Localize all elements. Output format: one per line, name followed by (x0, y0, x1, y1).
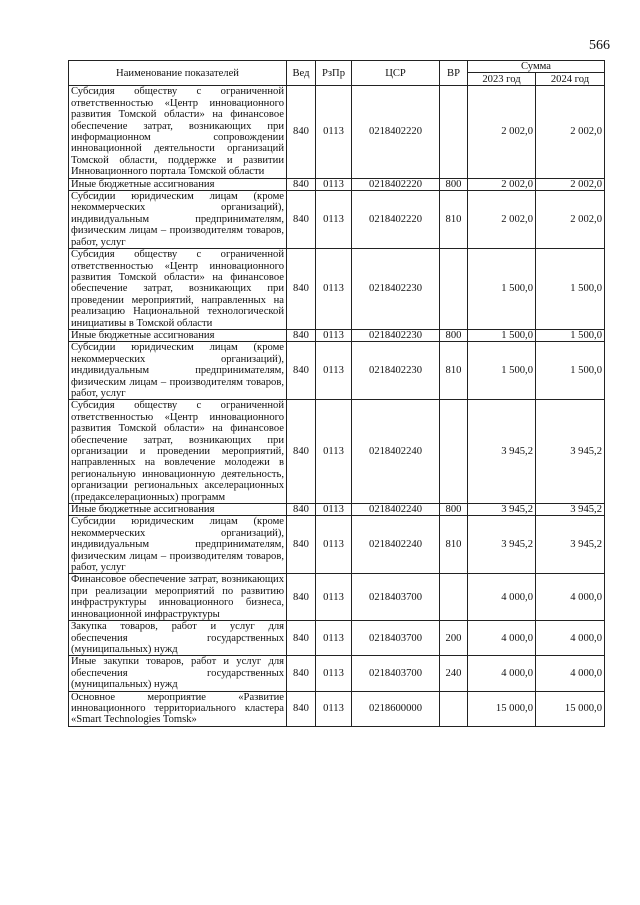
cell-sum-2024: 1 500,0 (536, 342, 605, 400)
cell-rzpr: 0113 (316, 656, 352, 691)
cell-ved: 840 (287, 329, 316, 341)
cell-vr: 810 (440, 191, 468, 249)
header-name: Наименование показателей (69, 61, 287, 86)
budget-table (68, 60, 605, 727)
cell-rzpr: 0113 (316, 342, 352, 400)
cell-rzpr: 0113 (316, 329, 352, 341)
cell-ved: 840 (287, 504, 316, 516)
cell-sum-2024: 3 945,2 (536, 504, 605, 516)
cell-sum-2024: 4 000,0 (536, 574, 605, 621)
cell-name: Финансовое обеспечение затрат, возникающих при реализации мероприятий по развитию инфраструктуры инновационного бизнеса, инновационной инфраструктуры (69, 574, 287, 621)
cell-vr: 810 (440, 342, 468, 400)
table-row (69, 574, 605, 621)
cell-csr: 0218403700 (352, 621, 440, 656)
cell-ved: 840 (287, 86, 316, 178)
cell-csr: 0218600000 (352, 691, 440, 726)
cell-vr: 800 (440, 504, 468, 516)
cell-sum-2024: 3 945,2 (536, 400, 605, 504)
cell-csr: 0218403700 (352, 574, 440, 621)
cell-vr: 240 (440, 656, 468, 691)
cell-rzpr: 0113 (316, 249, 352, 330)
table-row (69, 249, 605, 330)
cell-ved: 840 (287, 178, 316, 190)
cell-sum-2023: 2 002,0 (468, 86, 536, 178)
table-row (69, 621, 605, 656)
cell-sum-2023: 3 945,2 (468, 516, 536, 574)
cell-rzpr: 0113 (316, 504, 352, 516)
cell-name: Субсидия обществу с ограниченной ответственностью «Центр инновационного развития Томской области» на финансовое обеспечение затрат, возникающих при информационном сопровождении инновационной деятельности организаций Томской области, поддержке и развитии Инновационного портала Томской области (69, 86, 287, 178)
cell-ved: 840 (287, 574, 316, 621)
cell-name: Закупка товаров, работ и услуг для обеспечения государственных (муниципальных) нужд (69, 621, 287, 656)
cell-sum-2023: 1 500,0 (468, 249, 536, 330)
cell-csr: 0218402230 (352, 249, 440, 330)
table-row (69, 504, 605, 516)
header-vr: ВР (440, 61, 468, 86)
cell-csr: 0218402240 (352, 504, 440, 516)
cell-ved: 840 (287, 249, 316, 330)
cell-vr (440, 574, 468, 621)
cell-sum-2024: 4 000,0 (536, 621, 605, 656)
cell-vr (440, 86, 468, 178)
cell-sum-2024: 2 002,0 (536, 86, 605, 178)
cell-sum-2024: 2 002,0 (536, 191, 605, 249)
cell-csr: 0218402230 (352, 342, 440, 400)
table-row (69, 342, 605, 400)
table-row (69, 329, 605, 341)
cell-vr: 800 (440, 329, 468, 341)
cell-csr: 0218402220 (352, 86, 440, 178)
header-year-2024: 2024 год (536, 73, 605, 86)
cell-name: Субсидии юридическим лицам (кроме некоммерческих организаций), индивидуальным предпринимателям, физическим лицам – производителям товаров, работ, услуг (69, 191, 287, 249)
table-row (69, 691, 605, 726)
table-body (69, 86, 605, 726)
header-rzpr: РзПр (316, 61, 352, 86)
cell-ved: 840 (287, 516, 316, 574)
cell-rzpr: 0113 (316, 574, 352, 621)
cell-rzpr: 0113 (316, 621, 352, 656)
cell-sum-2023: 4 000,0 (468, 656, 536, 691)
cell-csr: 0218402230 (352, 329, 440, 341)
cell-vr (440, 400, 468, 504)
cell-sum-2023: 3 945,2 (468, 504, 536, 516)
cell-sum-2024: 2 002,0 (536, 178, 605, 190)
table-row (69, 656, 605, 691)
cell-csr: 0218403700 (352, 656, 440, 691)
cell-sum-2023: 1 500,0 (468, 329, 536, 341)
cell-vr: 810 (440, 516, 468, 574)
cell-name: Иные бюджетные ассигнования (69, 504, 287, 516)
cell-vr: 800 (440, 178, 468, 190)
cell-ved: 840 (287, 691, 316, 726)
cell-name: Субсидия обществу с ограниченной ответственностью «Центр инновационного развития Томской области» на финансовое обеспечение затрат, возникающих при организации и проведении мероприятий, направленных на вовлечение молодежи в региональную инновационную деятельность, организации региональных акселерационных (предакселерационных) программ (69, 400, 287, 504)
table-row (69, 516, 605, 574)
header-year-2023: 2023 год (468, 73, 536, 86)
cell-rzpr: 0113 (316, 691, 352, 726)
cell-sum-2023: 3 945,2 (468, 400, 536, 504)
cell-rzpr: 0113 (316, 400, 352, 504)
cell-sum-2024: 1 500,0 (536, 329, 605, 341)
cell-name: Субсидия обществу с ограниченной ответственностью «Центр инновационного развития Томской области» на финансовое обеспечение затрат, возникающих при проведении мероприятий, направленных на реализацию Национальной технологической инициативы в Томской области (69, 249, 287, 330)
cell-sum-2023: 4 000,0 (468, 621, 536, 656)
cell-ved: 840 (287, 656, 316, 691)
cell-name: Субсидии юридическим лицам (кроме некоммерческих организаций), индивидуальным предпринимателям, физическим лицам – производителям товаров, работ, услуг (69, 516, 287, 574)
header-sum: Сумма (468, 61, 605, 73)
cell-sum-2023: 15 000,0 (468, 691, 536, 726)
page-number: 566 (589, 38, 610, 53)
cell-sum-2023: 1 500,0 (468, 342, 536, 400)
cell-sum-2023: 4 000,0 (468, 574, 536, 621)
header-csr: ЦСР (352, 61, 440, 86)
cell-name: Субсидии юридическим лицам (кроме некоммерческих организаций), индивидуальным предпринимателям, физическим лицам – производителям товаров, работ, услуг (69, 342, 287, 400)
table-row (69, 86, 605, 178)
cell-rzpr: 0113 (316, 178, 352, 190)
cell-rzpr: 0113 (316, 516, 352, 574)
cell-vr: 200 (440, 621, 468, 656)
cell-sum-2024: 1 500,0 (536, 249, 605, 330)
cell-ved: 840 (287, 342, 316, 400)
cell-ved: 840 (287, 191, 316, 249)
header-ved: Вед (287, 61, 316, 86)
cell-rzpr: 0113 (316, 191, 352, 249)
table-row (69, 178, 605, 190)
cell-ved: 840 (287, 400, 316, 504)
cell-name: Иные закупки товаров, работ и услуг для обеспечения государственных (муниципальных) нужд (69, 656, 287, 691)
table-row (69, 191, 605, 249)
cell-name: Основное мероприятие «Развитие инновационного территориального кластера «Smart Technologies Tomsk» (69, 691, 287, 726)
cell-sum-2023: 2 002,0 (468, 178, 536, 190)
cell-rzpr: 0113 (316, 86, 352, 178)
cell-csr: 0218402240 (352, 516, 440, 574)
cell-sum-2023: 2 002,0 (468, 191, 536, 249)
cell-csr: 0218402240 (352, 400, 440, 504)
cell-vr (440, 691, 468, 726)
table-row (69, 400, 605, 504)
cell-sum-2024: 3 945,2 (536, 516, 605, 574)
cell-vr (440, 249, 468, 330)
cell-csr: 0218402220 (352, 191, 440, 249)
cell-sum-2024: 4 000,0 (536, 656, 605, 691)
cell-csr: 0218402220 (352, 178, 440, 190)
cell-name: Иные бюджетные ассигнования (69, 178, 287, 190)
cell-name: Иные бюджетные ассигнования (69, 329, 287, 341)
cell-sum-2024: 15 000,0 (536, 691, 605, 726)
cell-ved: 840 (287, 621, 316, 656)
